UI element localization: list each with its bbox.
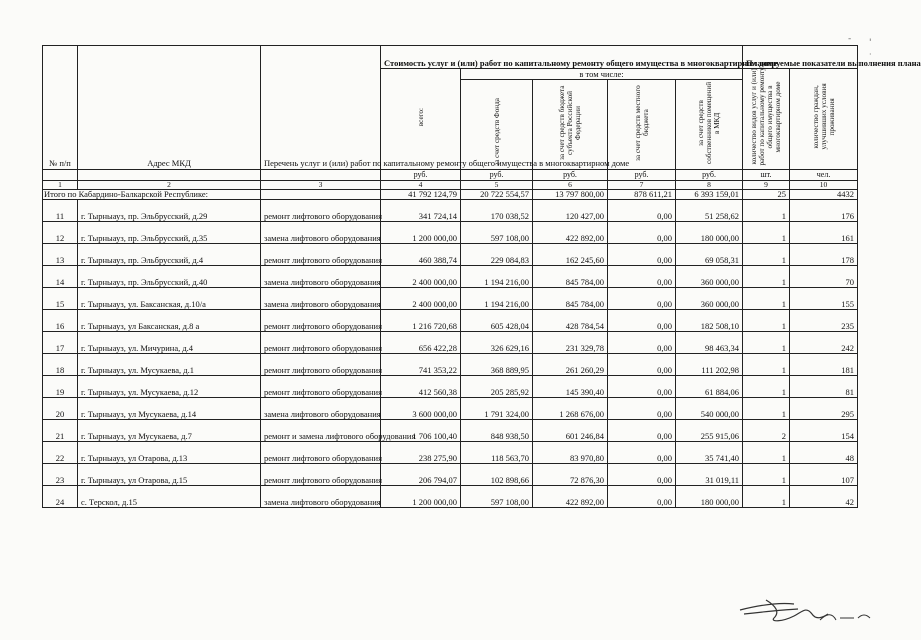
row-total: 1 706 100,40 [381,420,461,442]
row-local: 0,00 [608,398,676,420]
col-number: 8 [676,180,743,189]
row-count: 1 [743,464,790,486]
row-local: 0,00 [608,376,676,398]
row-address: г. Тырныауз, пр. Эльбрусский, д.4 [78,244,261,266]
row-work: замена лифтового оборудования [261,398,381,420]
row-citizens: 107 [790,464,858,486]
header-count-cell [743,69,790,170]
row-citizens: 42 [790,486,858,508]
unit-cell: руб. [461,169,533,180]
header-plan-group: Планируемые показатели выполнения плана [743,46,858,69]
row-work: замена лифтового оборудования [261,288,381,310]
row-owners: 61 884,06 [676,376,743,398]
row-address: г. Тырныауз, ул. Баксанская, д.10/а [78,288,261,310]
row-citizens: 70 [790,266,858,288]
row-work: ремонт лифтового оборудования [261,376,381,398]
unit-blank [261,169,381,180]
col-number: 5 [461,180,533,189]
table-row [43,332,858,354]
row-total: 741 353,22 [381,354,461,376]
total-label: Итого по Кабардино-Балкарской Республике: [43,189,261,200]
header-total-cell [381,69,461,170]
row-address: г. Тырныауз, пр. Эльбрусский, д.40 [78,266,261,288]
table-row [43,354,858,376]
row-number: 23 [43,464,78,486]
row-total: 2 400 000,00 [381,266,461,288]
row-number: 12 [43,222,78,244]
row-address: г. Тырныауз, ул Баксанская, д.8 а [78,310,261,332]
table-row [43,376,858,398]
row-address: г. Тырныауз, ул Отарова, д.15 [78,464,261,486]
row-local: 0,00 [608,288,676,310]
row-subject: 845 784,00 [533,266,608,288]
column-numbers-row [43,180,858,189]
col-number: 7 [608,180,676,189]
total-local: 878 611,21 [608,189,676,200]
row-subject: 162 245,60 [533,244,608,266]
row-local: 0,00 [608,310,676,332]
row-fund: 118 563,70 [461,442,533,464]
row-subject: 261 260,29 [533,354,608,376]
row-count: 1 [743,200,790,222]
row-total: 460 388,74 [381,244,461,266]
row-subject: 145 390,40 [533,376,608,398]
row-owners: 69 058,31 [676,244,743,266]
row-subject: 601 246,84 [533,420,608,442]
row-local: 0,00 [608,200,676,222]
row-count: 1 [743,244,790,266]
row-owners: 180 000,00 [676,486,743,508]
row-citizens: 155 [790,288,858,310]
table-row [43,486,858,508]
row-total: 656 422,28 [381,332,461,354]
row-fund: 597 108,00 [461,222,533,244]
units-row [43,169,858,180]
row-number: 18 [43,354,78,376]
row-subject: 845 784,00 [533,288,608,310]
row-citizens: 235 [790,310,858,332]
row-count: 1 [743,354,790,376]
total-fund: 20 722 554,57 [461,189,533,200]
header-count: количество видов услуг и (или) работ по капитальному ремонту общего имущества в многоквартирном доме [750,67,783,166]
row-local: 0,00 [608,464,676,486]
row-number: 22 [43,442,78,464]
row-owners: 111 202,98 [676,354,743,376]
table-row [43,464,858,486]
header-subject: за счет средств бюджета субъекта Российской Федерации [558,85,582,161]
row-address: г. Тырныауз, пр. Эльбрусский, д.29 [78,200,261,222]
row-total: 238 275,90 [381,442,461,464]
handwritten-signature [736,592,876,632]
col-number: 1 [43,180,78,189]
unit-cell: руб. [381,169,461,180]
row-owners: 360 000,00 [676,288,743,310]
row-work: замена лифтового оборудования [261,266,381,288]
row-work: ремонт лифтового оборудования [261,442,381,464]
row-owners: 182 508,10 [676,310,743,332]
row-count: 1 [743,376,790,398]
row-fund: 368 889,95 [461,354,533,376]
row-work: ремонт лифтового оборудования [261,244,381,266]
row-work: замена лифтового оборудования [261,486,381,508]
total-citizens: 4432 [790,189,858,200]
row-subject: 120 427,00 [533,200,608,222]
row-work: ремонт лифтового оборудования [261,464,381,486]
row-count: 1 [743,398,790,420]
header-row-1 [43,46,858,69]
row-count: 1 [743,288,790,310]
row-address: с. Терскол, д.15 [78,486,261,508]
row-total: 341 724,14 [381,200,461,222]
table-row [43,420,858,442]
row-subject: 83 970,80 [533,442,608,464]
row-count: 1 [743,310,790,332]
header-fund-cell [461,80,533,170]
row-fund: 848 938,50 [461,420,533,442]
total-count: 25 [743,189,790,200]
total-sum: 41 792 124,79 [381,189,461,200]
header-owners: за счет средств собственников помещений в МКД [697,81,722,165]
unit-blank [43,169,78,180]
margin-mark: - [848,34,852,44]
row-local: 0,00 [608,420,676,442]
header-citizens: количество граждан, улучшивших условия проживания [811,83,836,150]
row-local: 0,00 [608,486,676,508]
col-number: 6 [533,180,608,189]
table-row [43,266,858,288]
margin-mark: ' [869,38,872,48]
row-citizens: 154 [790,420,858,442]
row-total: 3 600 000,00 [381,398,461,420]
header-including: в том числе: [461,69,743,80]
unit-cell: шт. [743,169,790,180]
header-address: Адрес МКД [78,46,261,170]
table-row [43,442,858,464]
row-address: г. Тырныауз, ул. Мусукаева, д.1 [78,354,261,376]
row-number: 21 [43,420,78,442]
row-work: ремонт лифтового оборудования [261,354,381,376]
total-row [43,189,858,200]
row-number: 20 [43,398,78,420]
header-cost-group: Стоимость услуг и (или) работ по капитальному ремонту общего имущества в многоквартирном доме [381,46,743,69]
row-number: 14 [43,266,78,288]
row-local: 0,00 [608,442,676,464]
total-subject: 13 797 800,00 [533,189,608,200]
row-address: г. Тырныауз, ул Мусукаева, д.7 [78,420,261,442]
row-owners: 540 000,00 [676,398,743,420]
unit-cell: руб. [533,169,608,180]
row-total: 1 200 000,00 [381,222,461,244]
row-fund: 326 629,16 [461,332,533,354]
unit-cell: руб. [676,169,743,180]
unit-cell: руб. [608,169,676,180]
header-owners-cell [676,80,743,170]
row-owners: 98 463,34 [676,332,743,354]
row-local: 0,00 [608,354,676,376]
row-owners: 31 019,11 [676,464,743,486]
total-owners: 6 393 159,01 [676,189,743,200]
row-number: 17 [43,332,78,354]
table-row [43,244,858,266]
table-row [43,200,858,222]
margin-mark: · [869,50,872,59]
row-subject: 422 892,00 [533,222,608,244]
header-fund: за счет средств Фонда [492,98,501,166]
row-fund: 102 898,66 [461,464,533,486]
row-number: 19 [43,376,78,398]
row-citizens: 176 [790,200,858,222]
row-owners: 180 000,00 [676,222,743,244]
row-subject: 72 876,30 [533,464,608,486]
row-owners: 360 000,00 [676,266,743,288]
unit-cell: чел. [790,169,858,180]
row-citizens: 295 [790,398,858,420]
table-row [43,310,858,332]
col-number: 3 [261,180,381,189]
row-citizens: 48 [790,442,858,464]
row-total: 412 560,38 [381,376,461,398]
row-citizens: 178 [790,244,858,266]
row-work: ремонт и замена лифтового оборудования [261,420,381,442]
unit-blank [78,169,261,180]
col-number: 2 [78,180,261,189]
row-address: г. Тырныауз, ул Мусукаева, д.14 [78,398,261,420]
row-owners: 51 258,62 [676,200,743,222]
row-citizens: 81 [790,376,858,398]
row-address: г. Тырныауз, пр. Эльбрусский, д.35 [78,222,261,244]
row-address: г. Тырныауз, ул Отарова, д.13 [78,442,261,464]
header-local: за счет средств местного бюджета [633,85,650,161]
row-number: 11 [43,200,78,222]
row-subject: 428 784,54 [533,310,608,332]
row-citizens: 181 [790,354,858,376]
row-total: 1 216 720,68 [381,310,461,332]
row-work: замена лифтового оборудования [261,222,381,244]
header-total: всего: [416,108,425,127]
row-number: 24 [43,486,78,508]
header-subject-cell [533,80,608,170]
row-owners: 255 915,06 [676,420,743,442]
row-work: ремонт лифтового оборудования [261,332,381,354]
capital-repair-table [42,45,921,508]
row-count: 1 [743,332,790,354]
header-works: Перечень услуг и (или) работ по капитальному ремонту общего имущества в многоквартирном доме [261,46,381,170]
row-fund: 605 428,04 [461,310,533,332]
row-number: 13 [43,244,78,266]
row-fund: 170 038,52 [461,200,533,222]
row-count: 2 [743,420,790,442]
col-number: 4 [381,180,461,189]
row-fund: 229 084,83 [461,244,533,266]
row-fund: 1 194 216,00 [461,266,533,288]
row-local: 0,00 [608,222,676,244]
row-total: 1 200 000,00 [381,486,461,508]
table-row [43,288,858,310]
table-row [43,398,858,420]
header-no: № п/п [43,46,78,170]
row-citizens: 242 [790,332,858,354]
row-local: 0,00 [608,244,676,266]
row-count: 1 [743,266,790,288]
row-number: 15 [43,288,78,310]
row-fund: 597 108,00 [461,486,533,508]
total-blank [261,189,381,200]
row-citizens: 161 [790,222,858,244]
row-subject: 231 329,78 [533,332,608,354]
row-count: 1 [743,486,790,508]
col-number: 9 [743,180,790,189]
row-work: ремонт лифтового оборудования [261,200,381,222]
row-owners: 35 741,40 [676,442,743,464]
row-total: 206 794,07 [381,464,461,486]
header-local-cell [608,80,676,170]
row-fund: 205 285,92 [461,376,533,398]
row-address: г. Тырныауз, ул. Мусукаева, д.12 [78,376,261,398]
col-number: 10 [790,180,858,189]
row-local: 0,00 [608,332,676,354]
table-row [43,222,858,244]
row-fund: 1 791 324,00 [461,398,533,420]
row-address: г. Тырныауз, ул. Мичурина, д.4 [78,332,261,354]
row-local: 0,00 [608,266,676,288]
header-citizens-cell [790,69,858,170]
row-fund: 1 194 216,00 [461,288,533,310]
row-total: 2 400 000,00 [381,288,461,310]
row-count: 1 [743,442,790,464]
row-count: 1 [743,222,790,244]
row-work: ремонт лифтового оборудования [261,310,381,332]
row-subject: 422 892,00 [533,486,608,508]
row-subject: 1 268 676,00 [533,398,608,420]
row-number: 16 [43,310,78,332]
